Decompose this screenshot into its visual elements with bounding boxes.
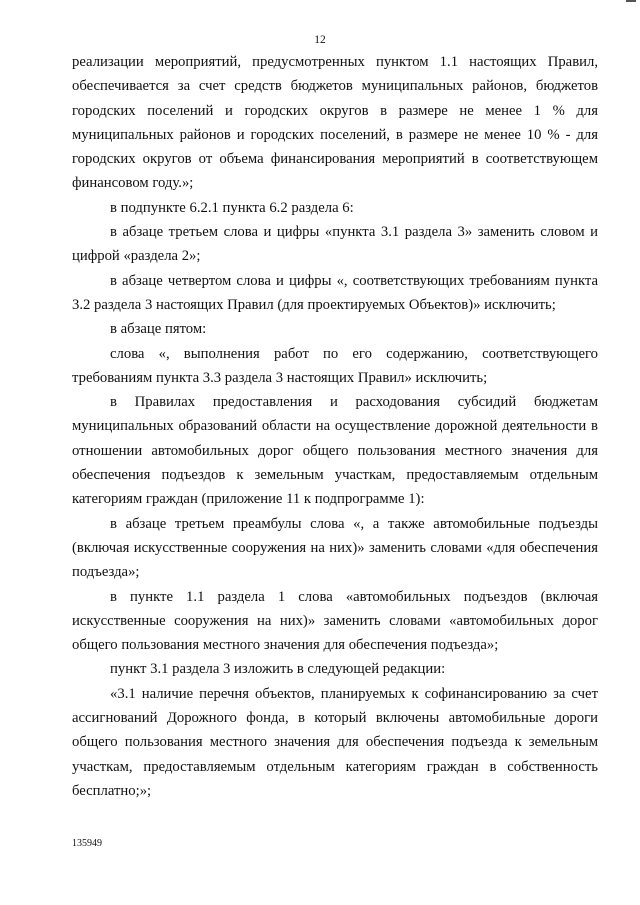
paragraph: в Правилах предоставления и расходования субсидий бюджетам муниципальных образований области на осуществление дорожной деятельности в отношении автомобильных дорог общего пользования местного значения для обеспечения подъездов к земельным участкам, предоставляемым отдельным категориям граждан (приложение 11 к подпрограмме 1): [72, 394, 598, 508]
scan-corner-mark [626, 0, 636, 2]
paragraph: «3.1 наличие перечня объектов, планируемых к софинансированию за счет ассигнований Дорожного фонда, в который включены автомобильные дороги общего пользования местного значения для обеспечения подъезда к земельным участкам, предоставляемым отдельным категориям граждан в собственность бесплатно;»; [72, 685, 598, 799]
paragraph: в пункте 1.1 раздела 1 слова «автомобильных подъездов (включая искусственные сооружения на них)» заменить словами «автомобильных дорог общего пользования местного значения для обеспечения подъезда»; [72, 588, 598, 654]
paragraph: в абзаце четвертом слова и цифры «, соответствующих требованиям пункта 3.2 раздела 3 настоящих Правил (для проектируемых Объектов)» исключить; [72, 272, 598, 313]
paragraph: в абзаце третьем преамбулы слова «, а также автомобильные подъезды (включая искусственные сооружения на них)» заменить словами «для обеспечения подъезда»; [72, 515, 598, 581]
paragraph: пункт 3.1 раздела 3 изложить в следующей редакции: [110, 661, 446, 678]
page-number: 12 [314, 34, 326, 46]
paragraph: в подпункте 6.2.1 пункта 6.2 раздела 6: [110, 199, 354, 216]
document-code: 135949 [72, 838, 102, 849]
document-body [72, 50, 598, 803]
paragraph: в абзаце пятом: [110, 321, 207, 338]
paragraph: в абзаце третьем слова и цифры «пункта 3.1 раздела 3» заменить словом и цифрой «раздела 2»; [72, 224, 598, 265]
paragraph: слова «, выполнения работ по его содержанию, соответствующего требованиям пункта 3.3 раздела 3 настоящих Правил» исключить; [72, 345, 598, 386]
paragraph-continuation: реализации мероприятий, предусмотренных пунктом 1.1 настоящих Правил, обеспечивается за счет средств бюджетов муниципальных районов, бюджетов городских поселений и городских округов в размере не менее 1 % для муниципальных районов и городских поселений, в размере не менее 10 % - для городских округов от объема финансирования мероприятий в соответствующем финансовом году.»; [72, 54, 598, 192]
